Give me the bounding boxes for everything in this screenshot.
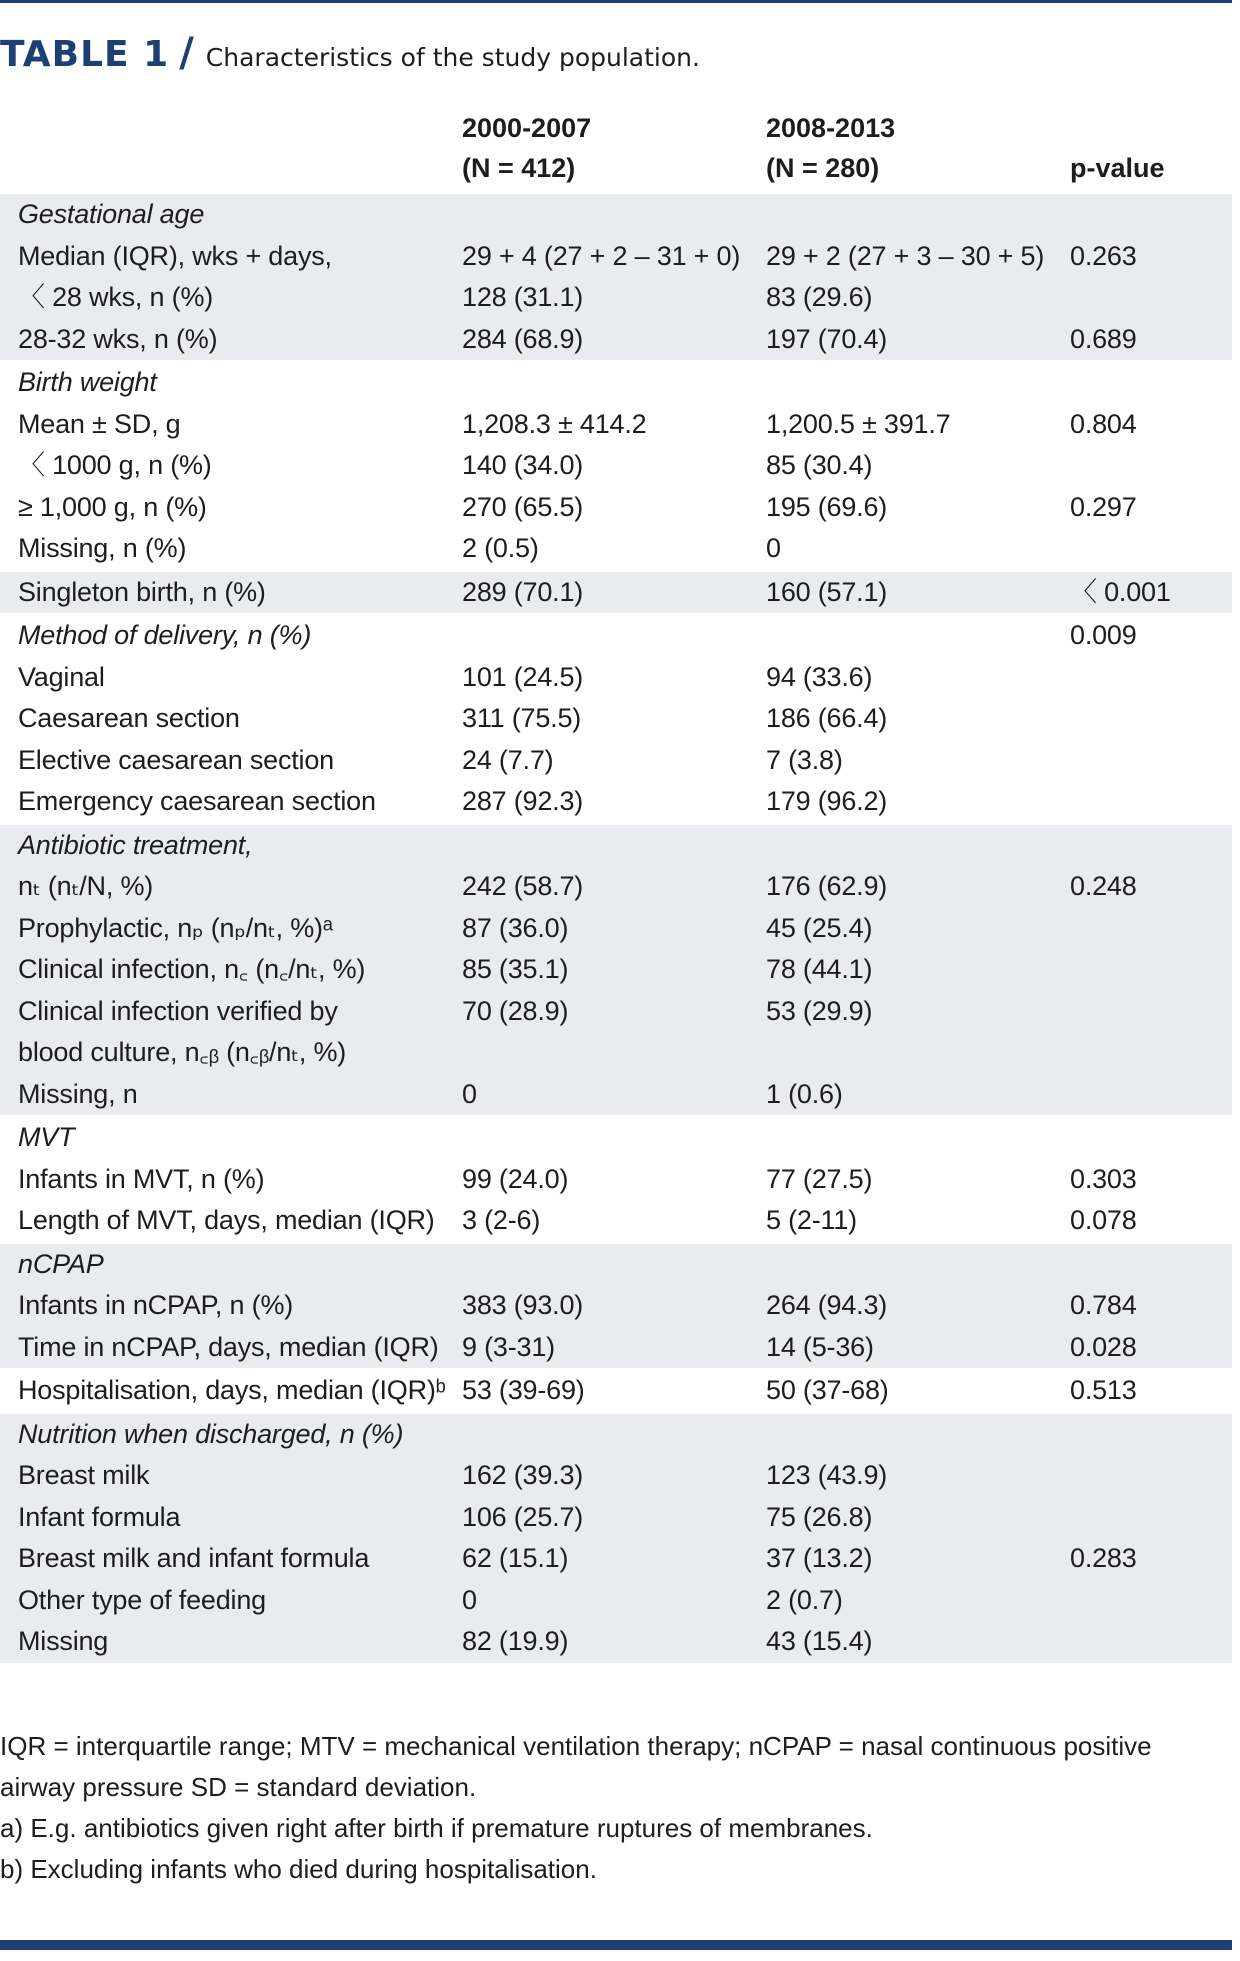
table-row [0,1159,1232,1201]
cell-2000-2007: 62 (15.1) [462,1543,569,1573]
row-label: Length of MVT, days, median (IQR) [18,1205,435,1235]
row-label: Nutrition when discharged, n (%) [18,1418,404,1449]
table-row [0,572,1232,614]
header-p-value: p-value [1070,153,1165,183]
row-label: Method of delivery, n (%) [18,620,312,650]
row-label: Caesarean section [18,703,240,733]
cell-2008-2013: 37 (13.2) [766,1543,873,1573]
cell-p-value: 〈 0.001 [1070,576,1171,607]
cell-p-value: 0.078 [1070,1205,1137,1235]
cell-2000-2007: 128 (31.1) [462,282,584,312]
caption-separator: / [179,30,194,76]
row-label: Birth weight [18,367,157,397]
row-group [0,825,1232,1118]
cell-p-value: 0.804 [1070,408,1137,439]
top-rule [0,0,1232,3]
cell-2008-2013: 186 (66.4) [766,703,888,733]
cell-2008-2013: 83 (29.6) [766,282,873,312]
row-label: Mean ± SD, g [18,408,181,439]
footnote-a: a) E.g. antibiotics given right after birth if premature ruptures of membranes. [0,1813,873,1843]
cell-2008-2013: 78 (44.1) [766,954,873,984]
table-row [0,1497,1232,1539]
footnote-b: b) Excluding infants who died during hospitalisation. [0,1854,597,1884]
row-label: nCPAP [18,1248,104,1279]
table-row [0,445,1232,487]
table-row [0,362,1232,404]
table-row [0,236,1232,278]
cell-p-value: 0.283 [1070,1543,1137,1573]
cell-2008-2013: 179 (96.2) [766,786,888,816]
row-group [0,615,1232,825]
cell-p-value: 0.513 [1070,1375,1137,1405]
row-label: Clinical infection verified by [18,995,338,1026]
table-row [0,277,1232,319]
table-number: TABLE 1 [0,34,170,75]
table-row [0,657,1232,699]
cell-2000-2007: 287 (92.3) [462,786,584,816]
row-group [0,1117,1232,1244]
cell-2000-2007: 289 (70.1) [462,576,584,607]
table-row [0,615,1232,657]
cell-2008-2013: 75 (26.8) [766,1501,873,1532]
table-row [0,1032,1232,1074]
header-period-1: 2000-2007 [462,113,592,143]
row-label: 28-32 wks, n (%) [18,323,218,354]
row-label: Hospitalisation, days, median (IQR)ᵇ [18,1375,446,1405]
cell-p-value: 0.009 [1070,620,1137,650]
table-row [0,825,1232,867]
table-row [0,1370,1232,1412]
cell-2000-2007: 29 + 4 (27 + 2 – 31 + 0) [462,240,741,271]
table-footnotes [0,1726,1232,1890]
cell-2008-2013: 50 (37-68) [766,1375,889,1405]
cell-2008-2013: 1 (0.6) [766,1078,843,1109]
cell-p-value: 0.784 [1070,1290,1137,1320]
cell-p-value: 0.248 [1070,871,1137,901]
cell-2000-2007: 53 (39-69) [462,1375,585,1405]
cell-2000-2007: 270 (65.5) [462,491,584,522]
cell-2008-2013: 123 (43.9) [766,1460,888,1490]
row-label: Emergency caesarean section [18,786,376,816]
cell-2000-2007: 311 (75.5) [462,703,582,733]
table-row [0,1414,1232,1456]
row-label: Breast milk [18,1460,150,1490]
cell-2008-2013: 2 (0.7) [766,1584,843,1615]
table-row [0,1244,1232,1286]
row-label: Time in nCPAP, days, median (IQR) [18,1331,439,1362]
row-label: Missing, n (%) [18,533,187,563]
row-group [0,362,1232,572]
table-row [0,740,1232,782]
row-label: Median (IQR), wks + days, [18,240,332,271]
header-period-2: 2008-2013 [766,113,896,143]
bottom-rule [0,1940,1232,1950]
table-row [0,1285,1232,1327]
row-group [0,1370,1232,1414]
table-title: Characteristics of the study population. [205,43,700,72]
cell-2008-2013: 0 [766,533,781,563]
row-label: 〈 28 wks, n (%) [18,282,214,312]
cell-2008-2013: 29 + 2 (27 + 3 – 30 + 5) [766,240,1045,271]
cell-2008-2013: 14 (5-36) [766,1331,874,1362]
table-row [0,194,1232,236]
cell-2008-2013: 53 (29.9) [766,995,873,1026]
table-row [0,319,1232,361]
cell-p-value: 0.303 [1070,1163,1137,1194]
cell-2000-2007: 242 (58.7) [462,871,584,901]
table-row [0,487,1232,529]
row-label: nₜ (nₜ/N, %) [18,871,154,901]
table-row [0,866,1232,908]
cell-2008-2013: 7 (3.8) [766,744,843,775]
cell-2008-2013: 195 (69.6) [766,491,888,522]
table-body [0,194,1232,1665]
table-row [0,1074,1232,1116]
row-group [0,572,1232,616]
row-label: 〈 1000 g, n (%) [18,450,212,480]
cell-2000-2007: 383 (93.0) [462,1290,584,1320]
table-row [0,1580,1232,1622]
cell-2008-2013: 1,200.5 ± 391.7 [766,408,951,439]
table-row [0,1621,1232,1663]
cell-2008-2013: 197 (70.4) [766,323,888,354]
cell-p-value: 0.297 [1070,491,1137,522]
cell-2000-2007: 9 (3-31) [462,1331,555,1362]
row-label: ≥ 1,000 g, n (%) [18,491,207,522]
table-row [0,698,1232,740]
row-label: Vaginal [18,661,105,692]
row-group [0,1244,1232,1371]
row-label: Infant formula [18,1501,181,1532]
row-label: Elective caesarean section [18,744,334,775]
cell-2008-2013: 176 (62.9) [766,871,888,901]
table-caption [0,30,700,76]
cell-p-value: 0.689 [1070,323,1137,354]
footnote-abbreviations: IQR = interquartile range; MTV = mechanical ventilation therapy; nCPAP = nasal continuous positive airway pressure SD = standard deviation. [0,1731,1152,1802]
cell-2000-2007: 87 (36.0) [462,912,569,943]
cell-2008-2013: 85 (30.4) [766,450,873,480]
cell-2000-2007: 106 (25.7) [462,1501,584,1532]
cell-2008-2013: 43 (15.4) [766,1626,873,1656]
cell-2000-2007: 82 (19.9) [462,1626,569,1656]
row-label: Other type of feeding [18,1584,266,1615]
cell-2000-2007: 85 (35.1) [462,954,569,984]
cell-p-value: 0.263 [1070,240,1137,271]
cell-2000-2007: 1,208.3 ± 414.2 [462,408,647,439]
cell-2000-2007: 24 (7.7) [462,744,554,775]
cell-p-value: 0.028 [1070,1331,1137,1362]
table-row [0,528,1232,570]
cell-2000-2007: 0 [462,1078,477,1109]
cell-2000-2007: 3 (2-6) [462,1205,541,1235]
table-row [0,781,1232,823]
cell-2008-2013: 77 (27.5) [766,1163,873,1194]
table-row [0,1538,1232,1580]
cell-2000-2007: 162 (39.3) [462,1460,584,1490]
cell-2000-2007: 140 (34.0) [462,450,584,480]
cell-2000-2007: 101 (24.5) [462,661,584,692]
row-label: Prophylactic, nₚ (nₚ/nₜ, %)ᵃ [18,912,333,943]
table-row [0,949,1232,991]
table-row [0,1327,1232,1369]
row-label: Singleton birth, n (%) [18,576,266,607]
table-header [0,108,1232,194]
row-label: Missing, n [18,1078,138,1109]
cell-2000-2007: 99 (24.0) [462,1163,569,1194]
table-row [0,991,1232,1033]
cell-2000-2007: 284 (68.9) [462,323,584,354]
row-label: Breast milk and infant formula [18,1543,370,1573]
cell-2008-2013: 264 (94.3) [766,1290,888,1320]
cell-2008-2013: 160 (57.1) [766,576,888,607]
cell-2000-2007: 70 (28.9) [462,995,569,1026]
row-label: Antibiotic treatment, [18,829,253,860]
cell-2000-2007: 0 [462,1584,477,1615]
header-n-1: (N = 412) [462,153,576,183]
table-row [0,404,1232,446]
cell-2008-2013: 5 (2-11) [766,1205,857,1235]
cell-2008-2013: 45 (25.4) [766,912,873,943]
table-row [0,1455,1232,1497]
row-label: Missing [18,1626,109,1656]
table-row [0,1117,1232,1159]
row-group [0,194,1232,362]
row-group [0,1414,1232,1665]
cell-2000-2007: 2 (0.5) [462,533,539,563]
row-label: Infants in MVT, n (%) [18,1163,265,1194]
row-label: blood culture, n꜀ᵦ (n꜀ᵦ/nₜ, %) [18,1037,347,1067]
row-label: MVT [18,1122,75,1152]
row-label: Infants in nCPAP, n (%) [18,1290,294,1320]
row-label: Gestational age [18,199,205,229]
table-row [0,1200,1232,1242]
header-n-2: (N = 280) [766,153,880,183]
row-label: Clinical infection, n꜀ (n꜀/nₜ, %) [18,954,366,984]
cell-2008-2013: 94 (33.6) [766,661,873,692]
table-row [0,908,1232,950]
